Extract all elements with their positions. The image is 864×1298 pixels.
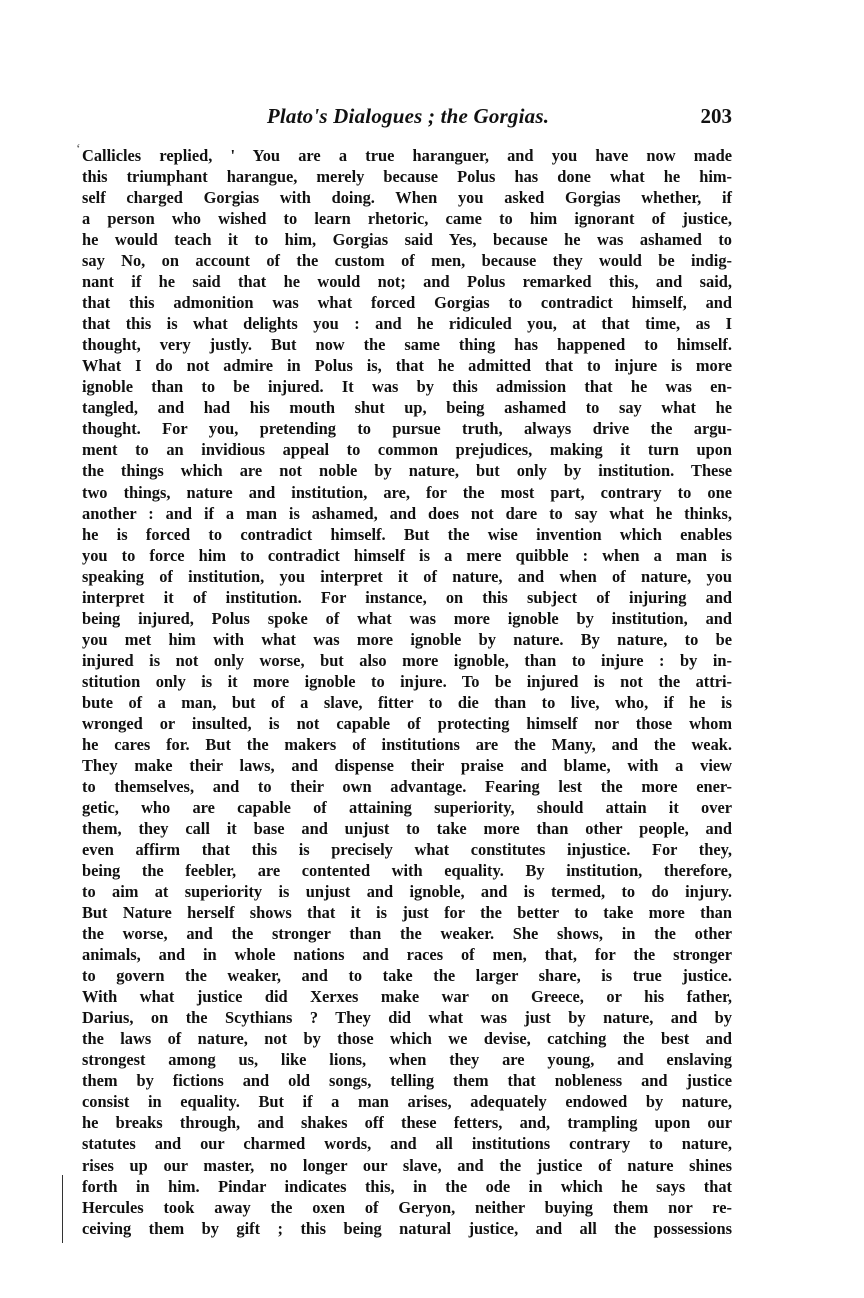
text-line: They make their laws, and dispense their praise and blame, with a view xyxy=(82,755,732,775)
text-line: to govern the weaker, and to take the larger share, is true justice. xyxy=(82,966,732,986)
text-line: to aim at superiority is unjust and ignoble, and is termed, to do injury. xyxy=(82,882,732,902)
text-line: stitution only is it more ignoble to injure. To be injured is not the attri- xyxy=(82,671,732,691)
text-line: nant if he said that he would not; and Polus remarked this, and said, xyxy=(82,272,732,292)
opening-quote-mark: ʻ xyxy=(76,142,81,157)
text-line: being injured, Polus spoke of what was more ignoble by institution, and xyxy=(82,608,732,628)
text-line: ceiving them by gift ; this being natural justice, and all the possessions xyxy=(82,1218,732,1238)
text-line: he is forced to contradict himself. But the wise invention which enables xyxy=(82,524,732,544)
text-line: consist in equality. But if a man arises, adequately endowed by nature, xyxy=(82,1092,732,1112)
text-line: he would teach it to him, Gorgias said Yes, because he was ashamed to xyxy=(82,230,732,250)
text-line: that this admonition was what forced Gorgias to contradict himself, and xyxy=(82,293,732,313)
text-line: that this is what delights you : and he ridiculed you, at that time, as I xyxy=(82,314,732,334)
text-line: tangled, and had his mouth shut up, being ashamed to say what he xyxy=(82,398,732,418)
text-line: strongest among us, like lions, when they are young, and enslaving xyxy=(82,1050,732,1070)
margin-rule xyxy=(62,1175,63,1243)
text-line: ment to an invidious appeal to common prejudices, making it turn upon xyxy=(82,440,732,460)
running-title: Plato's Dialogues ; the Gorgias. xyxy=(266,104,550,128)
text-line: But Nature herself shows that it is just for the better to take more than xyxy=(82,903,732,923)
body-text xyxy=(82,145,732,1239)
text-line: to themselves, and to their own advantage. Fearing lest the more ener- xyxy=(82,776,732,796)
text-line: rises up our master, no longer our slave, and the justice of nature shines xyxy=(82,1155,732,1175)
text-line: Callicles replied, ' You are a true haranguer, and you have now made xyxy=(82,146,732,165)
text-line: this triumphant harangue, merely because Polus has done what he him- xyxy=(82,167,732,187)
text-line: What I do not admire in Polus is, that he admitted that to injure is more xyxy=(82,356,732,376)
page-number: 203 xyxy=(700,104,732,128)
text-line: you to force him to contradict himself is a mere quibble : when a man is xyxy=(82,545,732,565)
text-line: he cares for. But the makers of institutions are the Many, and the weak. xyxy=(82,734,732,754)
text-line: speaking of institution, you interpret it of nature, and when of nature, you xyxy=(82,566,732,586)
text-line: self charged Gorgias with doing. When you asked Gorgias whether, if xyxy=(82,188,732,208)
text-line: he breaks through, and shakes off these fetters, and, trampling upon our xyxy=(82,1113,732,1133)
text-line: them by fictions and old songs, telling them that nobleness and justice xyxy=(82,1071,732,1091)
running-head xyxy=(84,104,732,134)
text-line: thought. For you, pretending to pursue truth, always drive the argu- xyxy=(82,419,732,439)
text-line: bute of a man, but of a slave, fitter to die than to live, who, if he is xyxy=(82,692,732,712)
text-line: another : and if a man is ashamed, and does not dare to say what he thinks, xyxy=(82,503,732,523)
text-line: injured is not only worse, but also more ignoble, than to injure : by in- xyxy=(82,650,732,670)
text-line: statutes and our charmed words, and all institutions contrary to nature, xyxy=(82,1134,732,1154)
text-line: a person who wished to learn rhetoric, came to him ignorant of justice, xyxy=(82,209,732,229)
text-line: the laws of nature, not by those which we devise, catching the best and xyxy=(82,1029,732,1049)
text-line: even affirm that this is precisely what constitutes injustice. For they, xyxy=(82,840,732,860)
text-line: wronged or insulted, is not capable of protecting himself nor those whom xyxy=(82,713,732,733)
text-line: say No, on account of the custom of men, because they would be indig- xyxy=(82,251,732,271)
text-line: forth in him. Pindar indicates this, in the ode in which he says that xyxy=(82,1176,732,1196)
text-line: ignoble than to be injured. It was by this admission that he was en- xyxy=(82,377,732,397)
text-line: With what justice did Xerxes make war on Greece, or his father, xyxy=(82,987,732,1007)
text-line: two things, nature and institution, are, for the most part, contrary to one xyxy=(82,482,732,502)
text-line: the worse, and the stronger than the weaker. She shows, in the other xyxy=(82,924,732,944)
text-line: the things which are not noble by nature, but only by institution. These xyxy=(82,461,732,481)
text-line: them, they call it base and unjust to take more than other people, and xyxy=(82,819,732,838)
text-line: Hercules took away the oxen of Geryon, neither buying them nor re- xyxy=(82,1197,732,1217)
text-line: you met him with what was more ignoble by nature. By nature, to be xyxy=(82,629,732,649)
text-line: interpret it of institution. For instance, on this subject of injuring and xyxy=(82,587,732,607)
text-line: Darius, on the Scythians ? They did what was just by nature, and by xyxy=(82,1008,732,1028)
text-line: thought, very justly. But now the same thing has happened to himself. xyxy=(82,335,732,355)
text-line: getic, who are capable of attaining superiority, should attain it over xyxy=(82,797,732,817)
text-line: animals, and in whole nations and races of men, that, for the stronger xyxy=(82,945,732,965)
text-line: being the feebler, are contented with equality. By institution, therefore, xyxy=(82,861,732,881)
